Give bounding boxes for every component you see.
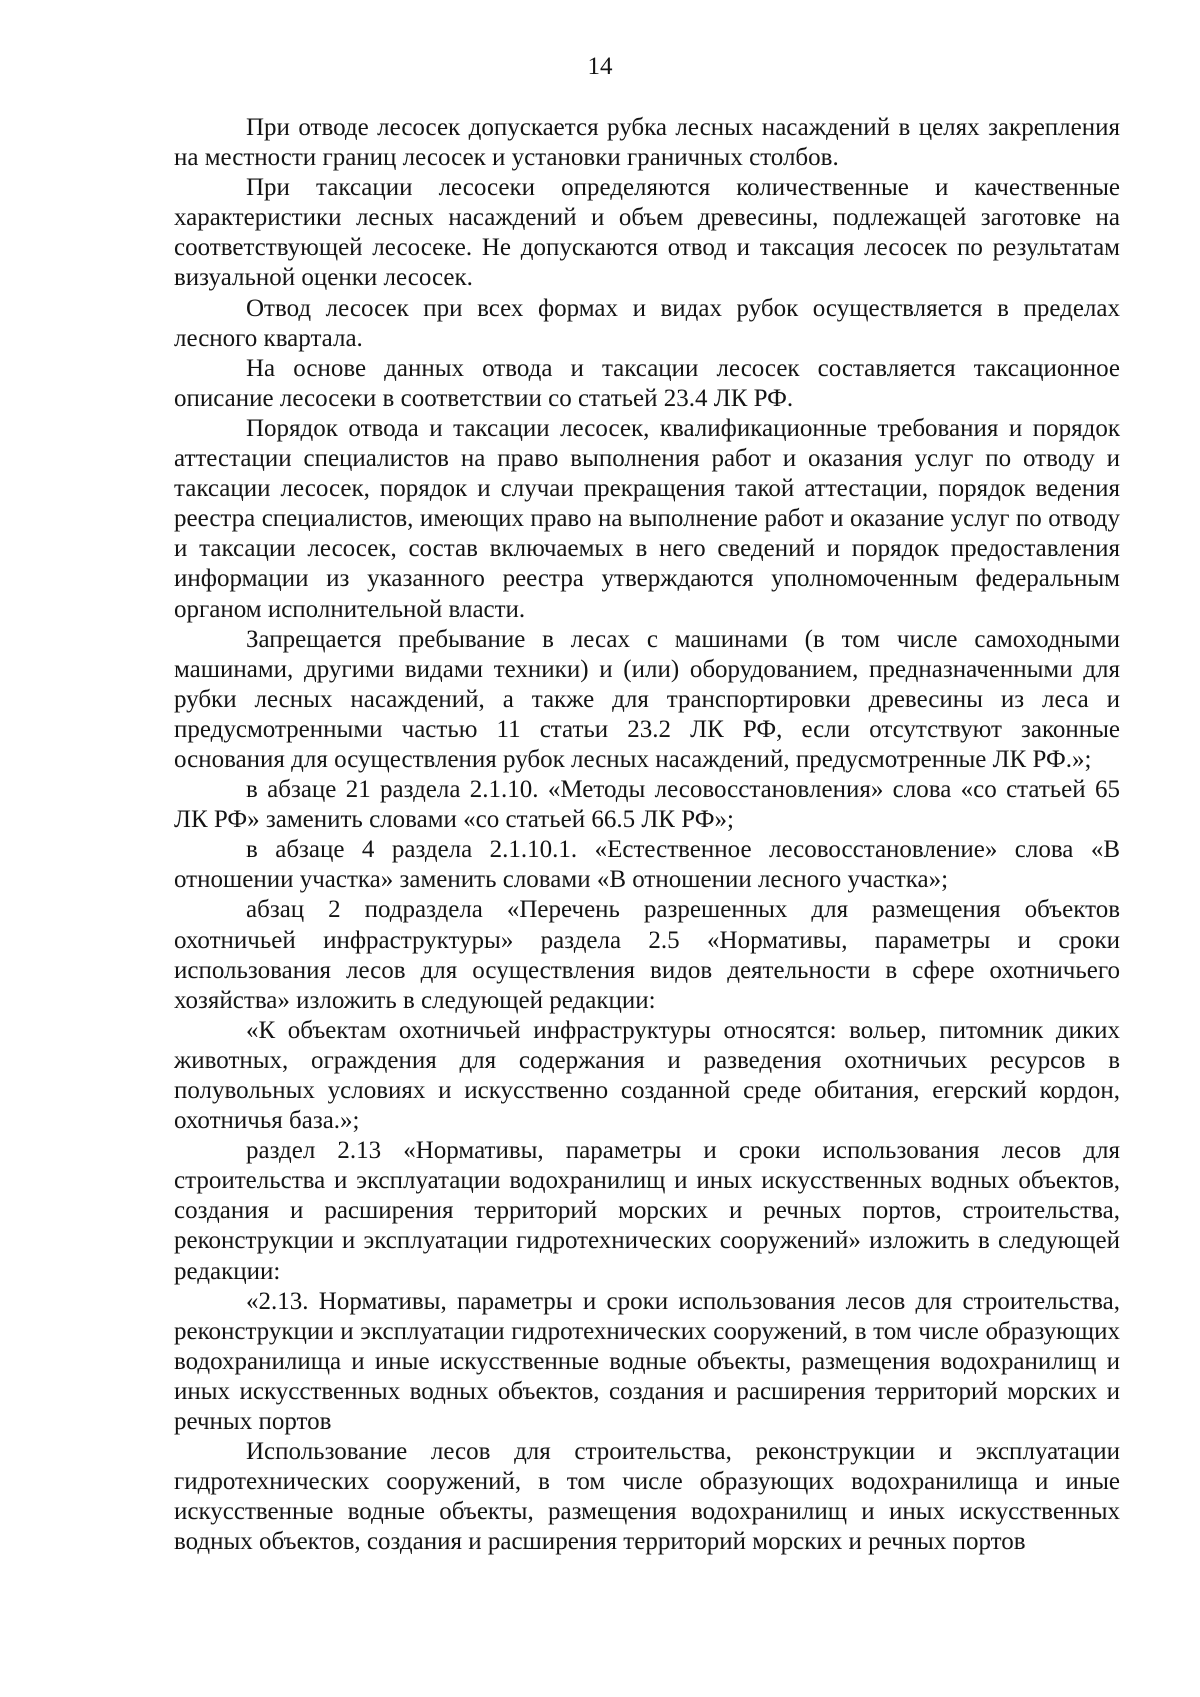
paragraph: При отводе лесосек допускается рубка лесных насаждений в целях закрепления на местности границ лесосек и установки граничных столбов.: [174, 114, 1120, 172]
page-number: 14: [587, 53, 613, 80]
paragraph: При таксации лесосеки определяются количественные и качественные характеристики лесных насаждений и объем древесины, подлежащей заготовке на соответствующей лесосеке. Не допускаются отвод и таксация лесосек по результатам визуальной оценки лесосек.: [174, 174, 1120, 292]
paragraph: Отвод лесосек при всех формах и видах рубок осуществляется в пределах лесного квартала.: [174, 294, 1120, 352]
document-body: [174, 113, 1120, 1558]
paragraph: Порядок отвода и таксации лесосек, квалификационные требования и порядок аттестации специалистов на право выполнения работ и оказания услуг по отводу и таксации лесосек, порядок и случаи прекращения такой аттестации, порядок ведения реестра специалистов, имеющих право на выполнение работ и оказание услуг по отводу и таксации лесосек, состав включаемых в него сведений и порядок предоставления информации из указанного реестра утверждаются уполномоченным федеральным органом исполнительной власти.: [174, 414, 1120, 623]
paragraph: Запрещается пребывание в лесах с машинами (в том числе самоходными машинами, другими видами техники) и (или) оборудованием, предназначенными для рубки лесных насаждений, а также для транспортировки древесины из леса и предусмотренными частью 11 статьи 23.2 ЛК РФ, если отсутствуют законные основания для осуществления рубок лесных насаждений, предусмотренные ЛК РФ.»;: [174, 625, 1120, 773]
paragraph: «К объектам охотничьей инфраструктуры относятся: вольер, питомник диких животных, ограждения для содержания и разведения охотничьих ресурсов в полувольных условиях и искусственно созданной среде обитания, егерский кордон, охотничья база.»;: [174, 1016, 1120, 1135]
paragraph: в абзаце 21 раздела 2.1.10. «Методы лесовосстановления» слова «со статьей 65 ЛК РФ» заменить словами «со статьей 66.5 ЛК РФ»;: [174, 776, 1120, 834]
paragraph: в абзаце 4 раздела 2.1.10.1. «Естественное лесовосстановление» слова «В отношении участка» заменить словами «В отношении лесного участка»;: [174, 836, 1120, 894]
paragraph: раздел 2.13 «Нормативы, параметры и сроки использования лесов для строительства и эксплуатации водохранилищ и иных искусственных водных объектов, создания и расширения территорий морских и речных портов, строительства, реконструкции и эксплуатации гидротехнических сооружений» изложить в следующей редакции:: [174, 1137, 1120, 1285]
paragraph: На основе данных отвода и таксации лесосек составляется таксационное описание лесосеки в соответствии со статьей 23.4 ЛК РФ.: [174, 354, 1120, 412]
paragraph: Использование лесов для строительства, реконструкции и эксплуатации гидротехнических сооружений, в том числе образующих водохранилища и иные искусственные водные объекты, размещения водохранилищ и иных искусственных водных объектов, создания и расширения территорий морских и речных портов: [174, 1438, 1120, 1556]
paragraph: абзац 2 подраздела «Перечень разрешенных для размещения объектов охотничьей инфраструктуры» раздела 2.5 «Нормативы, параметры и сроки использования лесов для осуществления видов деятельности в сфере охотничьего хозяйства» изложить в следующей редакции:: [174, 896, 1120, 1014]
paragraph: «2.13. Нормативы, параметры и сроки использования лесов для строительства, реконструкции и эксплуатации гидротехнических сооружений, в том числе образующих водохранилища и иные искусственные водные объекты, размещения водохранилищ и иных искусственных водных объектов, создания и расширения территорий морских и речных портов: [174, 1287, 1120, 1436]
